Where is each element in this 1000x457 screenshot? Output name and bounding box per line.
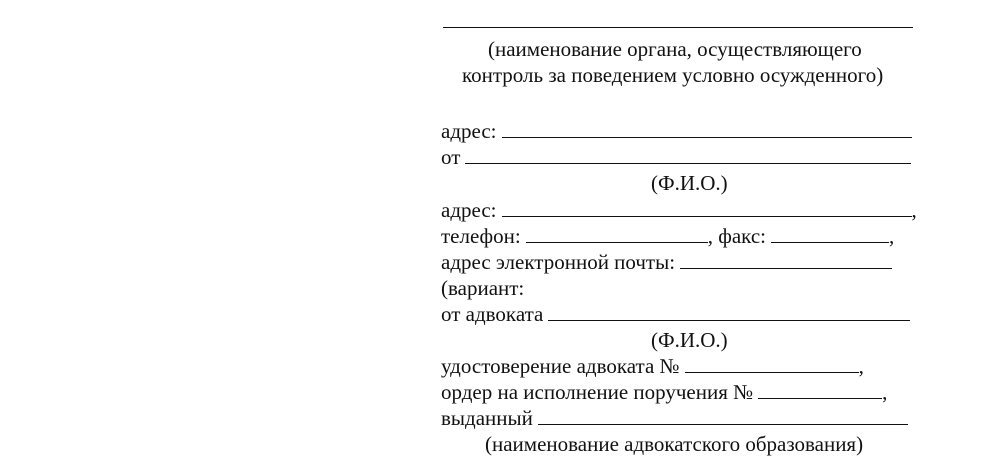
lawyer-fio-caption: (Ф.И.О.) [651, 328, 728, 352]
email-row [441, 249, 892, 275]
order-field[interactable] [758, 379, 882, 399]
fio-caption: (Ф.И.О.) [651, 171, 728, 195]
email-label: адрес электронной почты: [441, 250, 676, 274]
phone-label: телефон: [441, 224, 521, 248]
address-row [441, 118, 912, 144]
from-lawyer-row [441, 301, 910, 327]
from-row [441, 144, 911, 170]
variant-row [441, 275, 524, 301]
fax-field[interactable] [771, 223, 889, 243]
address-label: адрес: [441, 119, 497, 143]
email-field[interactable] [680, 249, 892, 269]
phone-field[interactable] [526, 223, 708, 243]
order-label: ордер на исполнение поручения № [441, 380, 754, 404]
address2-row [441, 197, 917, 223]
certificate-label: удостоверение адвоката № [441, 354, 680, 378]
address2-label: адрес: [441, 198, 497, 222]
org-caption-line2: контроль за поведением условно осужденного) [462, 63, 884, 87]
address-field[interactable] [502, 118, 912, 138]
fax-comma: , [889, 224, 895, 248]
order-comma: , [882, 380, 888, 404]
issued-row [441, 405, 908, 431]
org-caption-line1: (наименование органа, осуществляющего [488, 37, 862, 61]
from-field[interactable] [465, 144, 911, 164]
bar-caption: (наименование адвокатского образования) [485, 432, 864, 456]
certificate-comma: , [858, 354, 864, 378]
address2-field[interactable] [502, 197, 912, 217]
issued-field[interactable] [538, 405, 908, 425]
org-name-line [443, 27, 913, 28]
issued-label: выданный [441, 406, 533, 430]
from-label: от [441, 145, 461, 169]
from-lawyer-field[interactable] [548, 301, 910, 321]
phone-fax-row [441, 223, 894, 249]
variant-label: (вариант: [441, 276, 525, 300]
certificate-field[interactable] [685, 353, 859, 373]
certificate-row [441, 353, 864, 379]
order-row [441, 379, 887, 405]
fax-label: , факс: [707, 224, 766, 248]
from-lawyer-label: от адвоката [441, 302, 544, 326]
address2-comma: , [911, 198, 917, 222]
